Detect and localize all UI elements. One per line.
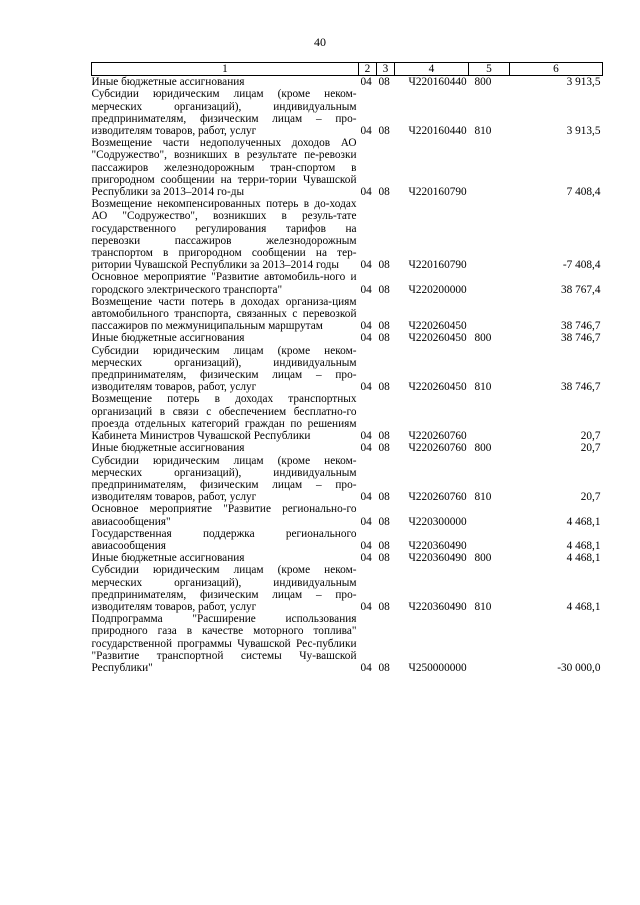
table-row [92,76,603,89]
table-row [92,271,603,295]
row-name: Иные бюджетные ассигнования [91,332,245,345]
table-row [92,345,603,394]
row-section: 04 [360,491,372,504]
row-expense-type [469,503,510,527]
row-name: Иные бюджетные ассигнования [91,552,245,565]
row-subsection: 08 [378,661,390,674]
row-target-article: Ч220160440 [408,76,467,89]
row-section: 04 [360,600,372,613]
row-section: 04 [360,259,372,272]
row-section: 04 [360,552,372,565]
row-target-article: Ч250000000 [408,661,467,674]
row-name: Субсидии юридическим лицам (кроме неком-мерческих организаций), индивидуальным предпринимателям, физическим лицам – про-изводителям товаров, работ, услуг [91,564,357,613]
row-target-article: Ч220260450 [408,381,467,394]
row-amount: 4 468,1 [566,515,601,528]
row-name: Возмещение потерь в доходах транспортных организаций в связи с обеспечением бесплатно-го проезда отдельных категорий граждан по решениям Кабинета Министров Чувашской Республики [91,393,357,443]
page-number: 40 [314,35,326,49]
row-section: 04 [360,186,372,199]
row-expense-type: 810 [474,125,492,138]
row-amount: -30 000,0 [557,661,601,674]
row-subsection: 08 [378,320,390,333]
row-amount: 7 408,4 [566,186,601,199]
row-name: Иные бюджетные ассигнования [91,442,245,455]
table-row [92,503,603,527]
row-subsection: 08 [378,283,390,296]
row-section: 04 [360,332,372,345]
row-amount: 20,7 [580,442,601,455]
row-amount: 20,7 [580,491,601,504]
row-section: 04 [360,381,372,394]
row-target-article: Ч220260760 [408,430,467,443]
row-subsection: 08 [378,125,390,138]
table-header [92,63,603,76]
row-section: 04 [360,539,372,552]
row-section: 04 [360,661,372,674]
row-section: 04 [360,515,372,528]
budget-table [91,62,603,674]
table-row [92,528,603,552]
row-subsection: 08 [378,332,390,345]
table-row [92,198,603,271]
table-row [92,88,603,137]
row-expense-type [469,528,510,552]
row-subsection: 08 [378,430,390,443]
header-row [92,63,603,76]
row-target-article: Ч220360490 [408,539,467,552]
row-section: 04 [360,430,372,443]
row-name: Государственная поддержка регионального авиасообщения [91,527,357,552]
table-body [92,76,603,674]
row-subsection: 08 [378,515,390,528]
row-section: 04 [360,76,372,89]
row-expense-type: 810 [474,600,492,613]
row-target-article: Ч220360490 [408,552,467,565]
row-expense-type: 810 [474,381,492,394]
table-row [92,455,603,504]
row-target-article: Ч220260450 [408,332,467,345]
header-col-1: 1 [92,63,359,76]
row-section: 04 [360,320,372,333]
row-expense-type: 800 [474,442,492,455]
table-row [92,564,603,613]
table-row [92,332,603,344]
row-expense-type: 810 [474,491,492,504]
header-col-3: 3 [377,63,395,76]
table-row [92,552,603,564]
row-target-article: Ч220260760 [408,442,467,455]
table-row [92,442,603,454]
row-expense-type: 800 [474,332,492,345]
row-target-article: Ч220260450 [408,320,467,333]
row-expense-type [469,393,510,442]
table-row [92,393,603,442]
row-amount: 4 468,1 [566,600,601,613]
row-amount: -7 408,4 [562,259,601,272]
row-subsection: 08 [378,259,390,272]
row-target-article: Ч220160790 [408,186,467,199]
row-amount: 3 913,5 [566,76,601,89]
row-name: Субсидии юридическим лицам (кроме неком-мерческих организаций), индивидуальным предпринимателям, физическим лицам – про-изводителям товаров, работ, услуг [91,88,357,138]
row-subsection: 08 [378,491,390,504]
row-expense-type [469,137,510,198]
table-row [92,137,603,198]
row-name: Подпрограмма "Расширение использования природного газа в качестве моторного топлива" государственной программы Чувашской Рес-публики "Развитие транспортной системы Чу-вашской Республики" [91,613,357,674]
row-target-article: Ч220200000 [408,283,467,296]
row-amount: 3 913,5 [566,125,601,138]
row-name: Субсидии юридическим лицам (кроме неком-мерческих организаций), индивидуальным предпринимателям, физическим лицам – про-изводителям товаров, работ, услуг [91,454,357,504]
row-amount: 20,7 [580,430,601,443]
row-amount: 38 746,7 [560,332,601,345]
row-expense-type [469,613,510,674]
row-amount: 38 767,4 [560,283,601,296]
table-row [92,296,603,333]
header-col-2: 2 [359,63,377,76]
row-expense-type [469,198,510,271]
row-expense-type [469,271,510,295]
row-subsection: 08 [378,186,390,199]
row-expense-type: 800 [474,552,492,565]
row-target-article: Ч220300000 [408,515,467,528]
row-target-article: Ч220360490 [408,600,467,613]
row-subsection: 08 [378,539,390,552]
row-name: Возмещение части потерь в доходах организа-циям автомобильного транспорта, связанных с перевозкой пассажиров по межмуниципальным маршрутам [91,295,357,333]
row-expense-type: 800 [474,76,492,89]
row-subsection: 08 [378,552,390,565]
row-subsection: 08 [378,600,390,613]
row-target-article: Ч220260760 [408,491,467,504]
row-name: Возмещение некомпенсированных потерь в до-ходах АО "Содружество", возникших в резуль-тате государственного регулирования тарифов на перевозки пассажиров железнодорожным транспортом в пригородном сообщении на тер-ритории Чувашской Республики за 2013–2014 годы [91,198,357,272]
header-col-5: 5 [469,63,510,76]
row-amount: 4 468,1 [566,552,601,565]
header-col-6: 6 [510,63,603,76]
row-amount: 38 746,7 [560,320,601,333]
row-amount: 38 746,7 [560,381,601,394]
row-section: 04 [360,125,372,138]
row-target-article: Ч220160790 [408,259,467,272]
row-name: Иные бюджетные ассигнования [91,76,245,89]
row-subsection: 08 [378,381,390,394]
row-amount: 4 468,1 [566,539,601,552]
row-subsection: 08 [378,76,390,89]
table-row [92,613,603,674]
row-subsection: 08 [378,442,390,455]
row-target-article: Ч220160440 [408,125,467,138]
row-section: 04 [360,442,372,455]
row-name: Субсидии юридическим лицам (кроме неком-мерческих организаций), индивидуальным предпринимателям, физическим лицам – про-изводителям товаров, работ, услуг [91,344,357,394]
row-expense-type [469,296,510,333]
row-name: Основное мероприятие "Развитие автомобиль-ного и городского электрического транспорта" [91,271,357,296]
row-name: Основное мероприятие "Развитие регионально-го авиасообщения" [91,503,357,528]
row-name: Возмещение части недополученных доходов АО "Содружество", возникших в результате пе-ревозки пассажиров железнодорожным тран-спортом в пригородном сообщении на терри-тории Чувашской Республики за 2013–2014 го-ды [91,137,357,199]
header-col-4: 4 [395,63,469,76]
row-section: 04 [360,283,372,296]
